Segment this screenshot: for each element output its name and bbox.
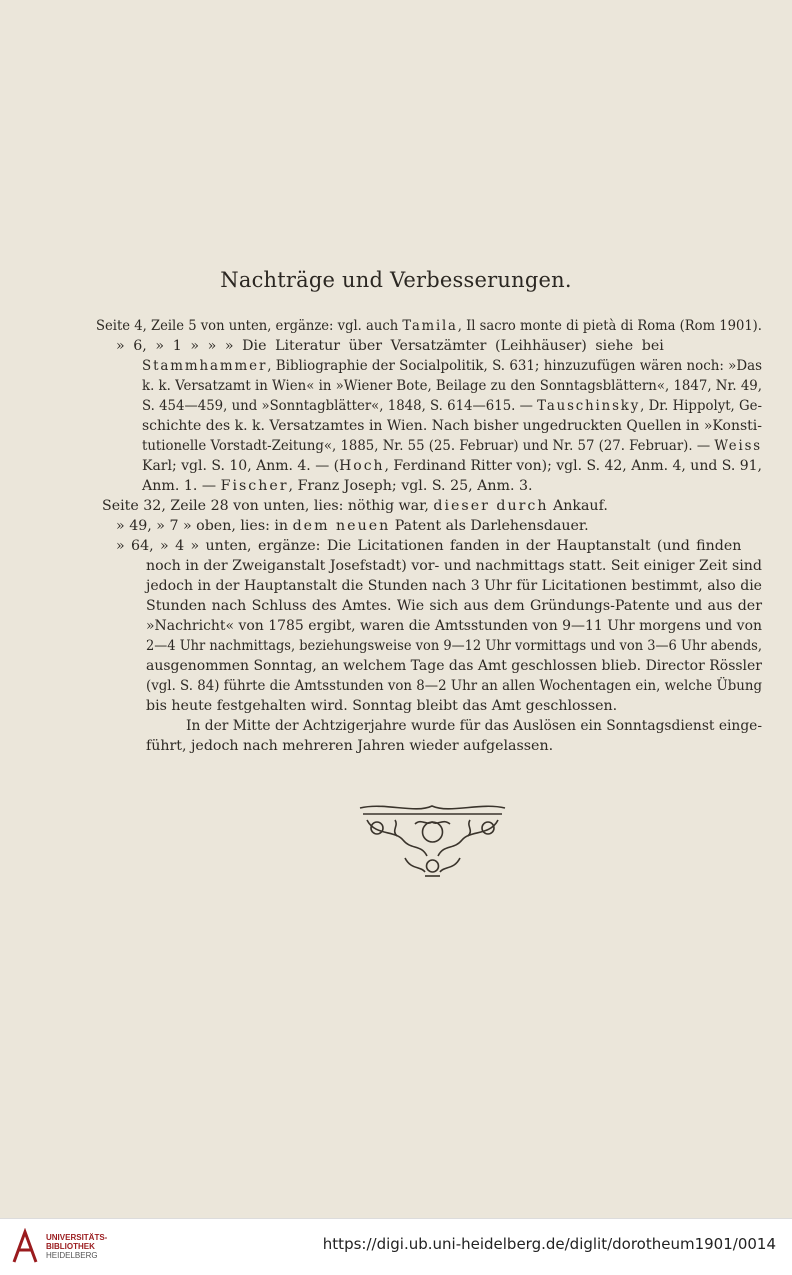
text-line: Stunden nach Schluss des Amtes. Wie sich aus dem Gründungs-Patente und aus der: [146, 598, 762, 614]
text-line: ausgenommen Sonntag, an welchem Tage das Amt geschlossen blieb. Director Rössler: [146, 658, 762, 674]
text-line: Seite 32, Zeile 28 von unten, lies: nöthig war, dieser durch Ankauf.: [102, 498, 608, 514]
text-line: » 49, » 7 » oben, lies: in dem neuen Patent als Darlehensdauer.: [116, 518, 589, 534]
text-line: Seite 4, Zeile 5 von unten, ergänze: vgl. auch Tamila, Il sacro monte di pietà di Roma (Rom 1901).: [96, 318, 762, 334]
spaced-name: Stammhammer: [142, 358, 268, 374]
text-line: In der Mitte der Achtzigerjahre wurde für das Auslösen ein Sonntagsdienst einge-: [186, 718, 762, 734]
text-line: Anm. 1. — Fischer, Franz Joseph; vgl. S. 25, Anm. 3.: [142, 478, 533, 494]
library-logo-text: [46, 1233, 136, 1260]
logo-line-3: HEIDELBERG: [46, 1251, 98, 1260]
footer-bar: [0, 1218, 792, 1275]
spaced-name: dieser durch: [433, 498, 549, 514]
spaced-name: Fischer: [220, 478, 289, 494]
spaced-name: Tauschinsky: [537, 398, 641, 414]
permalink-url[interactable]: https://digi.ub.uni-heidelberg.de/diglit/dorotheum1901/0014: [322, 1235, 776, 1253]
text-line: schichte des k. k. Versatzamtes in Wien. Nach bisher ungedruckten Quellen in »Konsti-: [142, 418, 762, 434]
text-line: tutionelle Vorstadt-Zeitung«, 1885, Nr. 55 (25. Februar) und Nr. 57 (27. Februar). — Weiss: [142, 438, 762, 454]
logo-line-1: UNIVERSITÄTS-: [46, 1233, 108, 1242]
page-title: Nachträge und Verbesserungen.: [220, 268, 572, 292]
text-line: noch in der Zweiganstalt Josefstadt) vor- und nachmittags statt. Seit einiger Zeit sind: [146, 558, 762, 574]
decorative-ornament: [355, 800, 510, 880]
spaced-name: dem neuen: [292, 518, 391, 534]
text-line: führt, jedoch nach mehreren Jahren wieder aufgelassen.: [146, 738, 554, 754]
text-line: bis heute festgehalten wird. Sonntag bleibt das Amt geschlossen.: [146, 698, 618, 714]
text-line: S. 454—459, und »Sonntagblätter«, 1848, S. 614—615. — Tauschinsky, Dr. Hippolyt, Ge-: [142, 398, 762, 414]
text-line: » 6, » 1 » » » Die Literatur über Versatzämter (Leihhäuser) siehe bei: [116, 338, 664, 354]
text-line: jedoch in der Hauptanstalt die Stunden nach 3 Uhr für Licitationen bestimmt, also die: [146, 578, 762, 594]
spaced-name: Hoch: [339, 458, 385, 474]
text-line: » 64, » 4 » unten, ergänze: Die Licitationen fanden in der Hauptanstalt (und finden: [116, 538, 742, 554]
spaced-name: Tamila: [402, 318, 458, 334]
university-logo-icon: [10, 1228, 40, 1264]
text-line: »Nachricht« von 1785 ergibt, waren die Amtsstunden von 9—11 Uhr morgens und von: [146, 618, 762, 634]
text-line: (vgl. S. 84) führte die Amtsstunden von 8—2 Uhr an allen Wochentagen ein, welche Übung: [146, 678, 762, 694]
spaced-name: Weiss: [714, 438, 762, 454]
text-line: Karl; vgl. S. 10, Anm. 4. — (Hoch, Ferdinand Ritter von); vgl. S. 42, Anm. 4, und S. 91,: [142, 458, 762, 474]
logo-line-2: BIBLIOTHEK: [46, 1242, 95, 1251]
text-line: Stammhammer, Bibliographie der Socialpolitik, S. 631; hinzuzufügen wären noch: »Das: [142, 358, 762, 374]
text-line: 2—4 Uhr nachmittags, beziehungsweise von 9—12 Uhr vormittags und von 3—6 Uhr abends,: [146, 638, 762, 654]
text-line: k. k. Versatzamt in Wien« in »Wiener Bote, Beilage zu den Sonntagsblättern«, 1847, Nr. 49,: [142, 378, 762, 394]
